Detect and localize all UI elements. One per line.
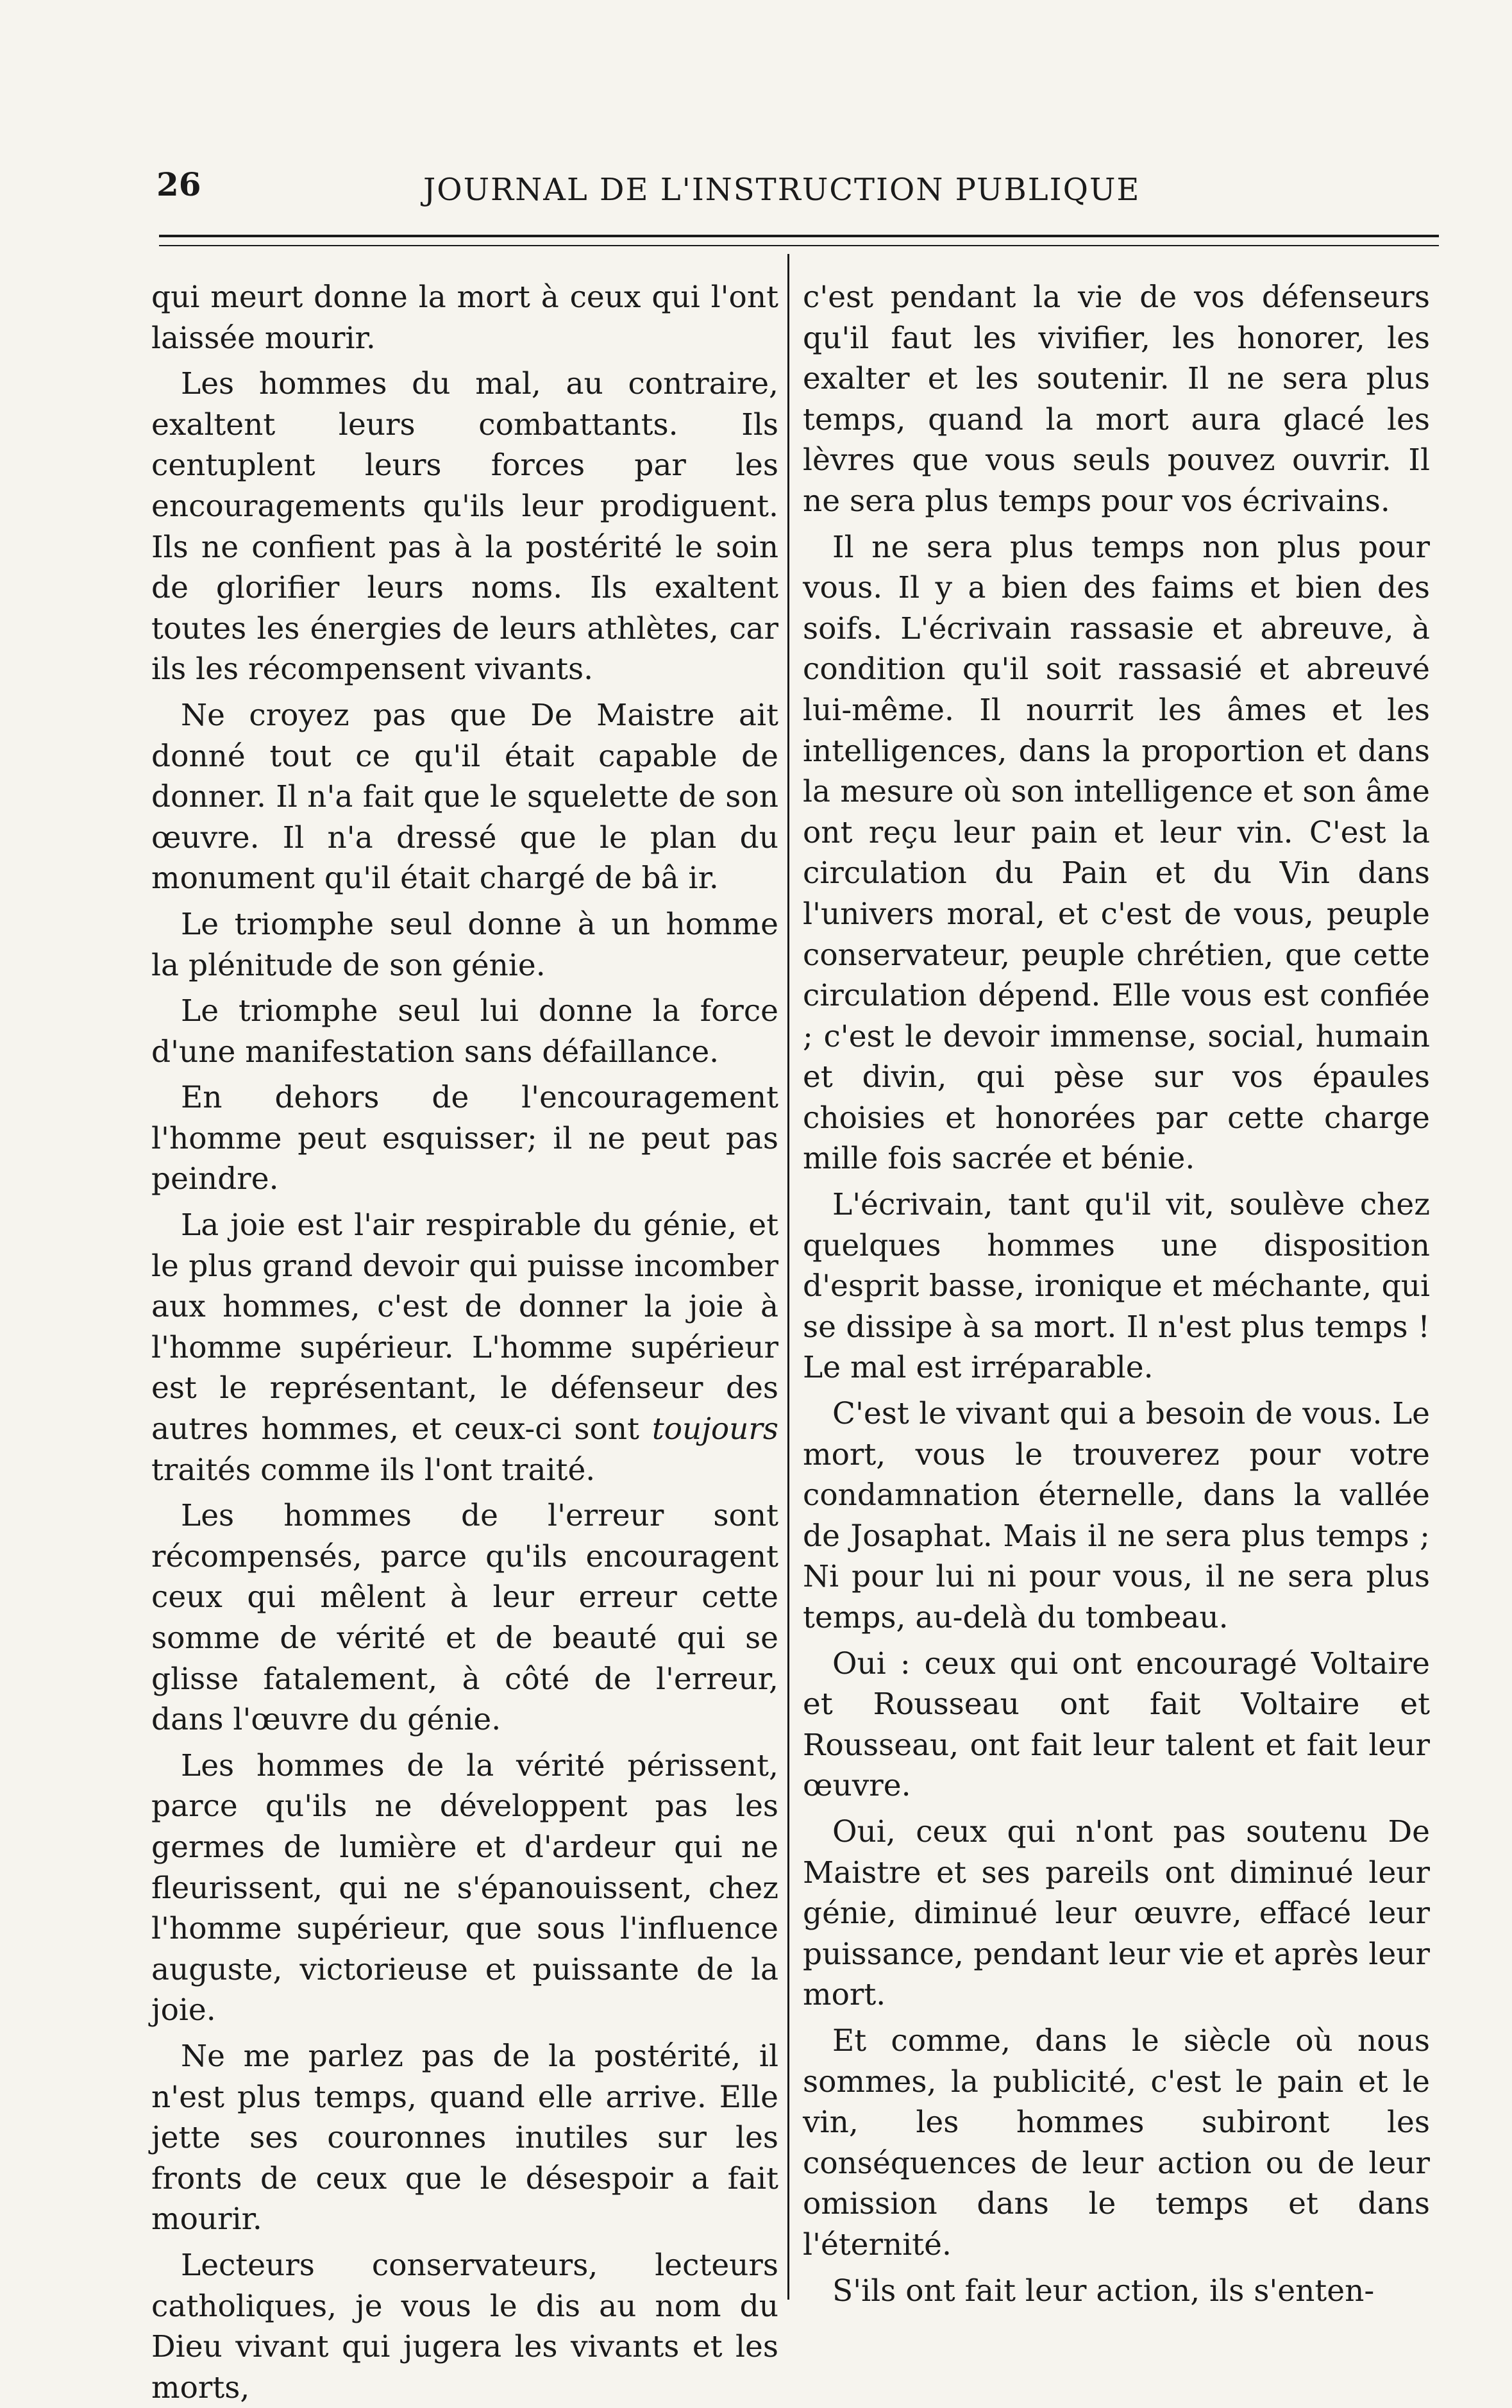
paragraph-text: traités comme ils l'ont traité. [151,1452,596,1488]
paragraph: Ne croyez pas que De Maistre ait donné tout ce qu'il était capable de donner. Il n'a fait que le squelette de son œuvre. Il n'a dressé que le plan du monument qu'il était chargé de bâ ir. [151,697,778,897]
paragraph: Et comme, dans le siècle où nous sommes, la publicité, c'est le pain et le vin, les hommes subiront les conséquences de leur action ou de leur omission dans le temps et dans l'éternité. [803,2023,1430,2262]
paragraph: Lecteurs conservateurs, lecteurs catholiques, je vous le dis au nom du Dieu vivant qui jugera les vivants et les morts, [151,2247,778,2405]
paragraph: C'est le vivant qui a besoin de vous. Le mort, vous le trouverez pour votre condamnation éternelle, dans la vallée de Josaphat. Mais il ne sera plus temps ; Ni pour lui ni pour vous, il ne sera plus temps, au-delà du tombeau. [803,1396,1430,1635]
italic-emphasis: toujours [651,1411,778,1447]
paragraph: S'ils ont fait leur action, ils s'enten- [832,2273,1375,2309]
header-rule-thick [159,235,1439,237]
paragraph: Oui : ceux qui ont encouragé Voltaire et Rousseau ont fait Voltaire et Rousseau, ont fait leur talent et fait leur œuvre. [803,1646,1430,1804]
paragraph: Le triomphe seul lui donne la force d'une manifestation sans défaillance. [151,993,778,1070]
running-title: JOURNAL DE L'INSTRUCTION PUBLIQUE [423,172,1141,208]
paragraph: En dehors de l'encouragement l'homme peut esquisser; il ne peut pas peindre. [151,1080,778,1197]
right-column [803,277,1430,2311]
column-divider [787,254,789,2300]
paragraph: Les hommes du mal, au contraire, exaltent leurs combattants. Ils centuplent leurs forces par les encouragements qu'ils leur prodiguent. Ils ne confient pas à la postérité le soin de glorifier leurs noms. Ils exaltent toutes les énergies de leurs athlètes, car ils les récompensent vivants. [151,366,778,687]
paragraph: L'écrivain, tant qu'il vit, soulève chez quelques hommes une disposition d'esprit basse, ironique et méchante, qui se dissipe à sa mort. Il n'est plus temps ! Le mal est irréparable. [803,1187,1430,1386]
header-rule-thin [159,245,1439,246]
paragraph: Ne me parlez pas de la postérité, il n'est plus temps, quand elle arrive. Elle jette ses couronnes inutiles sur les fronts de ceux que le désespoir a fait mourir. [151,2038,778,2237]
paragraph [151,1205,778,1490]
paragraph: Oui, ceux qui n'ont pas soutenu De Maistre et ses pareils ont diminué leur génie, diminué leur œuvre, effacé leur puissance, pendant leur vie et après leur mort. [803,1814,1430,2013]
paragraph-text: La joie est l'air respirable du génie, et le plus grand devoir qui puisse incomber aux hommes, c'est de donner la joie à l'homme supérieur. L'homme supérieur est le représentant, le défenseur des autres hommes, et ceux-ci sont [151,1208,778,1447]
paragraph: Le triomphe seul donne à un homme la plénitude de son génie. [151,906,778,983]
paragraph: Les hommes de l'erreur sont récompensés, parce qu'ils encouragent ceux qui mêlent à leur erreur cette somme de vérité et de beauté qui se glisse fatalement, à côté de l'erreur, dans l'œuvre du génie. [151,1498,778,1738]
paragraph: Il ne sera plus temps non plus pour vous. Il y a bien des faims et bien des soifs. L'écrivain rassasie et abreuve, à condition qu'il soit rassasié et abreuvé lui-même. Il nourrit les âmes et les intelligences, dans la proportion et dans la mesure où son intelligence et son âme ont reçu leur pain et leur vin. C'est la circulation du Pain et du Vin dans l'univers moral, et c'est de vous, peuple conservateur, peuple chrétien, que cette circulation dépend. Elle vous est confiée ; c'est le devoir immense, social, humain et divin, qui pèse sur vos épaules choisies et honorées par cette charge mille fois sacrée et bénie. [803,529,1430,1177]
paragraph: Les hommes de la vérité périssent, parce qu'ils ne développent pas les germes de lumière et d'ardeur qui ne fleurissent, qui ne s'épanouissent, chez l'homme supérieur, que sous l'influence auguste, victorieuse et puissante de la joie. [151,1747,778,2028]
page-number: 26 [156,165,201,203]
left-column [151,277,778,2408]
paragraph: c'est pendant la vie de vos défenseurs qu'il faut les vivifier, les honorer, les exalter et les soutenir. Il ne sera plus temps, quand la mort aura glacé les lèvres que vous seuls pouvez ouvrir. Il ne sera plus temps pour vos écrivains. [803,280,1430,519]
paragraph: qui meurt donne la mort à ceux qui l'ont laissée mourir. [151,280,778,356]
